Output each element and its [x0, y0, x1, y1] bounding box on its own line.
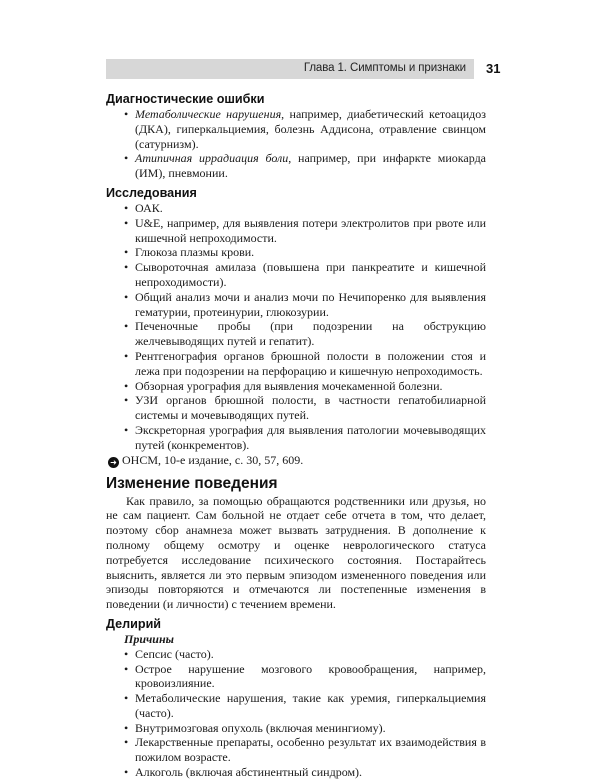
list-item: • Сепсис (часто).: [124, 647, 486, 662]
list-item: • Сывороточная амилаза (повышена при панкреатите и кишечной непроходимости).: [124, 260, 486, 290]
list-item: • Метаболические нарушения, например, диабетический кетоацидоз (ДКА), гиперкальциемия, болезнь Аддисона, отравление свинцом (сатурнизм).: [124, 107, 486, 151]
page-body: [106, 91, 486, 780]
cross-reference: [106, 453, 486, 468]
running-header: [106, 59, 474, 79]
list-item: • ОАК.: [124, 201, 486, 216]
delirium-causes-list: [106, 647, 486, 780]
list-item: • Лекарственные препараты, особенно результат их взаимодействия в пожилом возрасте.: [124, 735, 486, 765]
tests-list: [106, 201, 486, 453]
list-item: • Общий анализ мочи и анализ мочи по Нечипоренко для выявления гематурии, протеинурии, глюкозурии.: [124, 290, 486, 320]
reference-text: ОНСМ, 10-е издание, с. 30, 57, 609.: [122, 452, 304, 467]
list-item: • Печеночные пробы (при подозрении на обструкцию желчевыводящих путей и гепатит).: [124, 319, 486, 349]
list-item: • Острое нарушение мозгового кровообращения, например, кровоизлияние.: [124, 662, 486, 692]
section-title-diagnostic-errors: Диагностические ошибки: [106, 92, 265, 106]
subsection-title-causes: Причины: [124, 631, 174, 646]
list-item: • Обзорная урография для выявления мочекаменной болезни.: [124, 379, 486, 394]
list-item: • Внутримозговая опухоль (включая менингиому).: [124, 721, 486, 736]
chapter-title: Глава 1. Симптомы и признаки: [303, 62, 466, 74]
list-item: • Атипичная иррадиация боли, например, при инфаркте миокарда (ИМ), пневмонии.: [124, 151, 486, 181]
list-item: • УЗИ органов брюшной полости, в частности гепатобилиарной системы и мочевыводящих путей.: [124, 393, 486, 423]
list-item: • U&E, например, для выявления потери электролитов при рвоте или кишечной непроходимости.: [124, 216, 486, 246]
list-item: • Метаболические нарушения, такие как уремия, гиперкальциемия (часто).: [124, 691, 486, 721]
arrow-right-icon: ➜: [108, 457, 119, 468]
section-title-behavior-change: Изменение поведения: [106, 474, 278, 492]
page-number: 31: [486, 61, 501, 76]
list-item: • Рентгенография органов брюшной полости в положении стоя и лежа при подозрении на перфорацию и кишечную непроходимость.: [124, 349, 486, 379]
list-item: • Глюкоза плазмы крови.: [124, 245, 486, 260]
list-item: • Экскреторная урография для выявления патологии мочевыводящих путей (конкрементов).: [124, 423, 486, 453]
section-title-delirium: Делирий: [106, 616, 162, 631]
behavior-paragraph: Как правило, за помощью обращаются родственники или друзья, но не сам пациент. Сам больной не отдает себе отчета в том, что делает, поэтому сбор анамнеза может вызвать затруднения. В дополнение к полному общему осмотру и оценке неврологического статуса потребуется исследование психического состояния. Постарайтесь выяснить, является ли это первым эпизодом измененного поведения или эпизоды повторяются и отмечаются ли постепенные изменения в поведении (и личности) с течением времени.: [106, 493, 486, 612]
section-title-tests: Исследования: [106, 185, 197, 200]
list-item: • Алкоголь (включая абстинентный синдром).: [124, 765, 486, 780]
diagnostic-errors-list: [106, 107, 486, 181]
